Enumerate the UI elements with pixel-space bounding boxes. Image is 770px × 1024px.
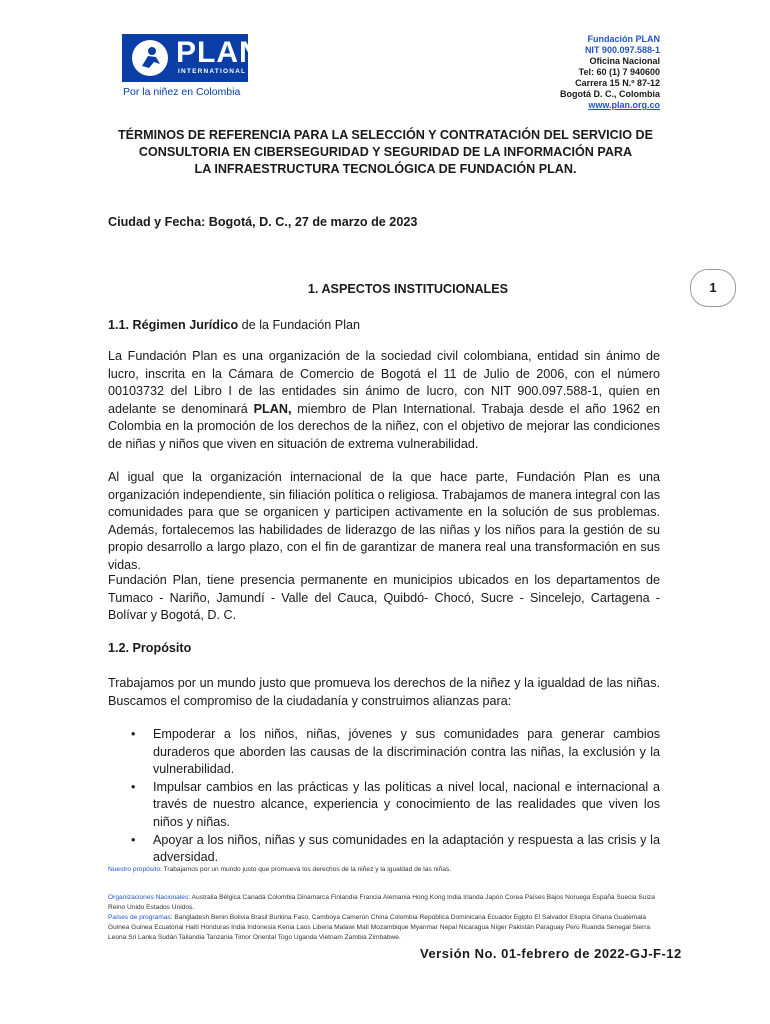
- contact-header: [560, 34, 660, 111]
- footer-national-orgs: [108, 893, 668, 913]
- subsection-1-1: [108, 318, 360, 332]
- logo-tagline: Por la niñez en Colombia: [123, 86, 241, 98]
- logo-subtitle: INTERNATIONAL: [178, 68, 247, 75]
- paragraph-legal: [108, 348, 660, 454]
- footer-program-countries: [108, 913, 668, 943]
- subsection-1-2: 1.2. Propósito: [108, 641, 192, 655]
- title-line-1: TÉRMINOS DE REFERENCIA PARA LA SELECCIÓN Y CONTRATACIÓN DEL SERVICIO DE: [117, 128, 654, 142]
- paragraph-independence: Al igual que la organización internacional de la que hace parte, Fundación Plan es una organización independiente, sin filiación política o religiosa. Trabajamos de manera integral con las comunidades para que se organicen y participen activamente en la solución de sus problemas. Además, fortalecemos las habilidades de liderazgo de las niñas y los niños para la gestión de su propio desarrollo a largo plazo, con el fin de garantizar de manera real una transformación en sus vidas.: [108, 470, 660, 572]
- city-line: Bogotá D. C., Colombia: [560, 89, 660, 99]
- footer-countries: [108, 893, 668, 943]
- purpose-bullet-list: [108, 726, 660, 867]
- list-item: [108, 779, 660, 832]
- footer-programs-text: Bangladesh Benin Bolivia Brasil Burkina Faso, Camboya Camerún China Colombia República Dominicana Ecuador Egipto El Salvador Etiopía Ghana Guatemala Guinea Guinea Ecuatorial Haití Honduras India Indonesia Kenia Laos Liberia Malawi Malí Mozambique Myanmar Nepal Nicaragua Níger Pakistán Paraguay Perú Ruanda Senegal Sierra Leona Sri Lanka Sudán Tailandia Tanzania Timor Oriental Togo Uganda Vietnam Zambia Zimbabwe.: [108, 914, 651, 941]
- paragraph-presence: Fundación Plan, tiene presencia permanente en municipios ubicados en los departamentos de Tumaco - Nariño, Jamundí - Valle del Cauca, Quibdó- Chocó, Sucre - Sincelejo, Cartagena - Bolívar y Bogotá, D. C.: [108, 573, 660, 623]
- paragraph-legal-bold: PLAN,: [253, 401, 292, 416]
- list-item-text: Apoyar a los niños, niñas y sus comunidades en la adaptación y respuesta a las crisis y la adversidad.: [153, 832, 660, 865]
- bullet-icon: •: [131, 779, 136, 794]
- subsection-1-1-rest: de la Fundación Plan: [238, 318, 361, 332]
- footer-orgs-text: Australia Bélgica Canadá Colombia Dinamarca Finlandia Francia Alemania Hong Kong India Irlanda Japón Corea Países Bajos Noruega España Suecia Suiza Reino Unido Estados Unidos.: [108, 894, 655, 911]
- footer-purpose-text: Trabajamos por un mundo justo que promueva los derechos de la niñez y la igualdad de las niñas.: [161, 866, 452, 873]
- section-heading-1: 1. ASPECTOS INSTITUCIONALES: [307, 282, 509, 296]
- office-name: Oficina Nacional: [589, 56, 660, 66]
- footer-orgs-label: Organizaciones Nacionales:: [108, 894, 191, 901]
- document-title: [108, 127, 663, 178]
- footer-programs-label: Países de programas:: [108, 914, 173, 921]
- phone-number: Tel: 60 (1) 7 940600: [578, 67, 660, 77]
- title-line-2: CONSULTORIA EN CIBERSEGURIDAD Y SEGURIDAD DE LA INFORMACIÓN PARA: [138, 145, 633, 159]
- street-address: Carrera 15 N.º 87-12: [575, 78, 660, 88]
- list-item: [108, 726, 660, 779]
- org-nit: NIT 900.097.588-1: [584, 45, 660, 55]
- page-number-badge: 1: [690, 269, 736, 307]
- globe-child-icon: [132, 40, 168, 76]
- org-name: Fundación PLAN: [587, 34, 660, 44]
- paragraph-legal-text-a: La Fundación Plan es una organización de la sociedad civil colombiana, entidad sin ánimo de lucro, inscrita en la Cámara de Comercio de Bogotá el 11 de Julio de 2006, con el número 00103732 del Libro I de las entidades sin ánimo de lucro, con NIT 900.097.588-1, quien en adelante se denominará: [108, 349, 660, 416]
- paragraph-legal-text-c: miembro de Plan International. Trabaja desde el año 1962 en Colombia en la promoción de los derechos de la niñez, con el objetivo de mejorar las condiciones de niñas y niños que viven en situación de extrema vulnerabilidad.: [108, 401, 660, 451]
- list-item: [108, 832, 660, 867]
- list-item-text: Empoderar a los niños, niñas, jóvenes y sus comunidades para generar cambios duraderos que aborden las causas de la discriminación contra las niñas, la exclusión y la vulnerabilidad.: [153, 727, 660, 777]
- paragraph-purpose: Trabajamos por un mundo justo que promueva los derechos de la niñez y la igualdad de las niñas. Buscamos el compromiso de la ciudadanía y construimos alianzas para:: [108, 676, 660, 708]
- logo-wordmark: PLAN: [176, 36, 262, 69]
- subsection-1-1-label: 1.1. Régimen Jurídico: [108, 318, 239, 332]
- bullet-icon: •: [131, 727, 136, 741]
- document-version: Versión No. 01-febrero de 2022-GJ-F-12: [420, 946, 682, 961]
- list-item-text: Impulsar cambios en las prácticas y las políticas a nivel local, nacional e internacional a través de nuestro alcance, experiencia y conocimiento de las realidades que viven los niños y niñas.: [153, 779, 660, 829]
- logo-block: [122, 34, 262, 82]
- bullet-icon: •: [131, 832, 136, 847]
- plan-logo: [120, 34, 262, 104]
- website-link[interactable]: www.plan.org.co: [588, 100, 660, 110]
- title-line-3: LA INFRAESTRUCTURA TECNOLÓGICA DE FUNDACIÓN PLAN.: [194, 162, 577, 176]
- footer-purpose: [108, 866, 668, 873]
- city-date-line: Ciudad y Fecha: Bogotá, D. C., 27 de marzo de 2023: [108, 215, 418, 229]
- footer-purpose-label: Nuestro propósito:: [108, 866, 162, 873]
